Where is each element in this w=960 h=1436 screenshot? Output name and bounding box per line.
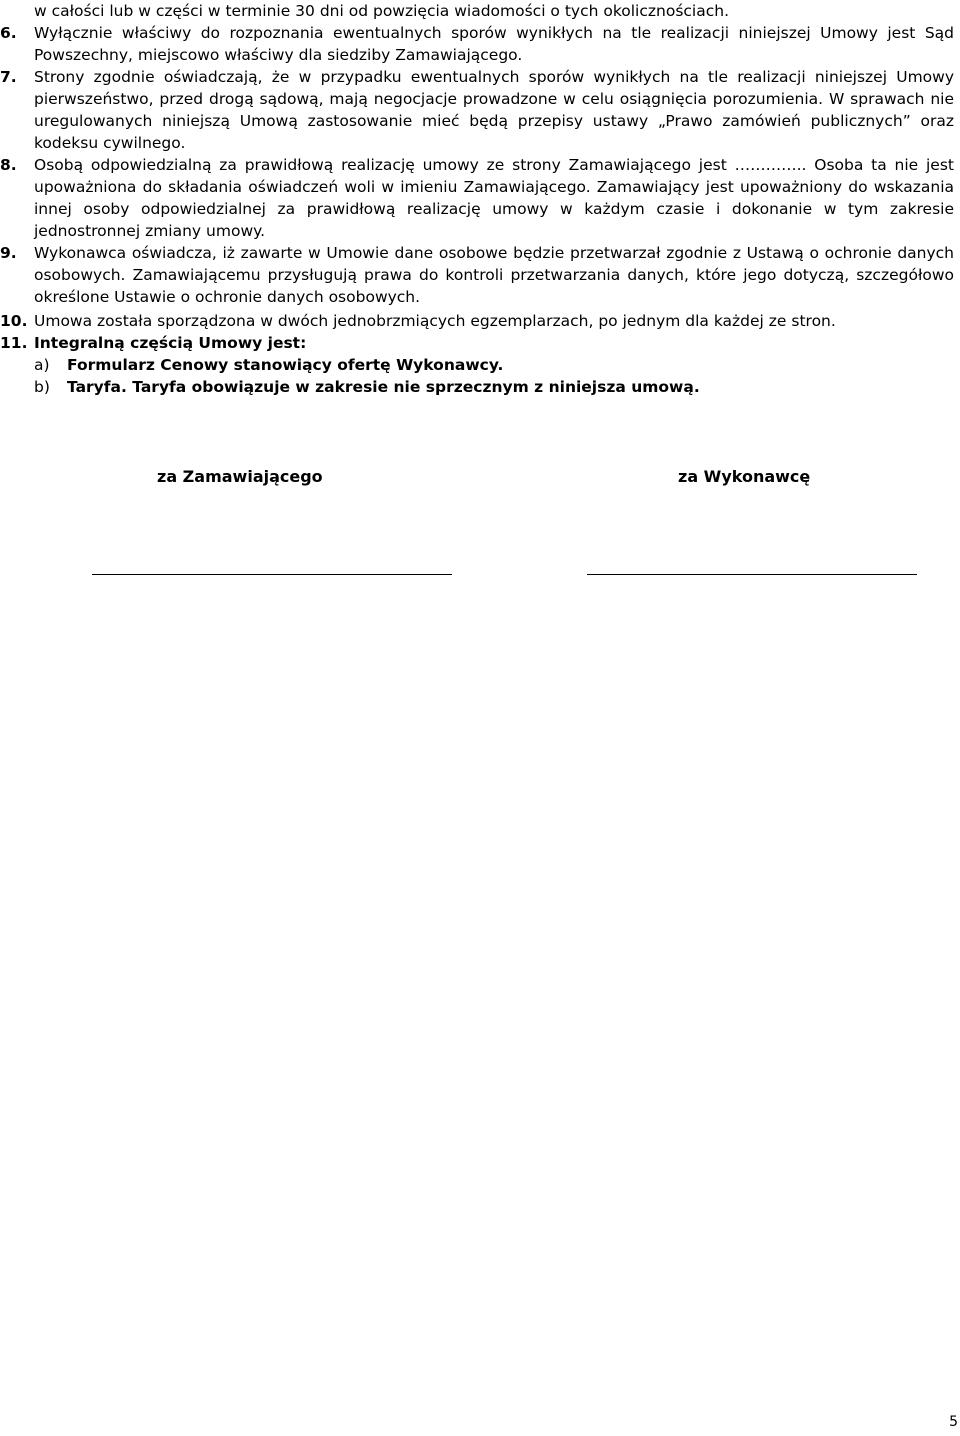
page-number: 5 xyxy=(949,1414,958,1430)
attachment-letter: a) xyxy=(34,356,50,374)
clause-7 xyxy=(0,66,954,154)
clause-8 xyxy=(0,154,954,242)
clause-11 xyxy=(0,332,954,354)
clause-text: Integralną częścią Umowy jest: xyxy=(34,334,307,352)
intro-line: w całości lub w części w terminie 30 dni od powzięcia wiadomości o tych okolicznościach. xyxy=(34,2,730,20)
signature-label-contractor: za Wykonawcę xyxy=(678,467,811,486)
clause-text: Wyłącznie właściwy do rozpoznania ewentualnych sporów wynikłych na tle realizacji niniejszej Umowy jest Sąd Powszechny, miejscowo właściwy dla siedziby Zamawiającego. xyxy=(34,24,954,64)
clause-text: Wykonawca oświadcza, iż zawarte w Umowie dane osobowe będzie przetwarzał zgodnie z Ustawą o ochronie danych osobowych. Zamawiającemu przysługują prawa do kontroli przetwarzania danych, które jego dotyczą, szczegółowo określone Ustawie o ochronie danych osobowych. xyxy=(34,244,954,306)
attachment-text: Formularz Cenowy stanowiący ofertę Wykonawcy. xyxy=(67,356,504,374)
signature-line-client xyxy=(92,574,452,575)
signature-label-client: za Zamawiającego xyxy=(157,467,323,486)
signature-line-contractor xyxy=(587,574,917,575)
clause-text: Umowa została sporządzona w dwóch jednobrzmiących egzemplarzach, po jednym dla każdej ze stron. xyxy=(34,312,836,330)
attachment-b xyxy=(34,376,954,398)
clause-text: Osobą odpowiedzialną za prawidłową realizację umowy ze strony Zamawiającego jest ………….. Osoba ta nie jest upoważniona do składania oświadczeń woli w imieniu Zamawiającego. Zamawiający jest upoważniony do wskazania innej osoby odpowiedzialnej za prawidłową realizację umowy w każdym czasie i dokonanie w tym zakresie jednostronnej zmiany umowy. xyxy=(34,156,954,240)
attachment-a xyxy=(34,354,954,376)
attachment-text: Taryfa. Taryfa obowiązuje w zakresie nie sprzecznym z niniejsza umową. xyxy=(67,378,700,396)
clause-number: 9. xyxy=(0,244,17,262)
clause-number: 11. xyxy=(0,334,28,352)
clause-number: 6. xyxy=(0,24,17,42)
clause-number: 8. xyxy=(0,156,17,174)
clause-text: Strony zgodnie oświadczają, że w przypadku ewentualnych sporów wynikłych na tle realizacji niniejszej Umowy pierwszeństwo, przed drogą sądową, mają negocjacje prowadzone w celu osiągnięcia porozumienia. W sprawach nie uregulowanych niniejszą Umową zastosowanie mieć będą przepisy ustawy „Prawo zamówień publicznych” oraz kodeksu cywilnego. xyxy=(34,68,954,152)
clause-6 xyxy=(0,22,954,66)
clause-number: 7. xyxy=(0,68,17,86)
clause-9 xyxy=(0,242,954,308)
clause-10 xyxy=(0,310,954,332)
attachment-letter: b) xyxy=(34,378,50,396)
clause-number: 10. xyxy=(0,312,28,330)
